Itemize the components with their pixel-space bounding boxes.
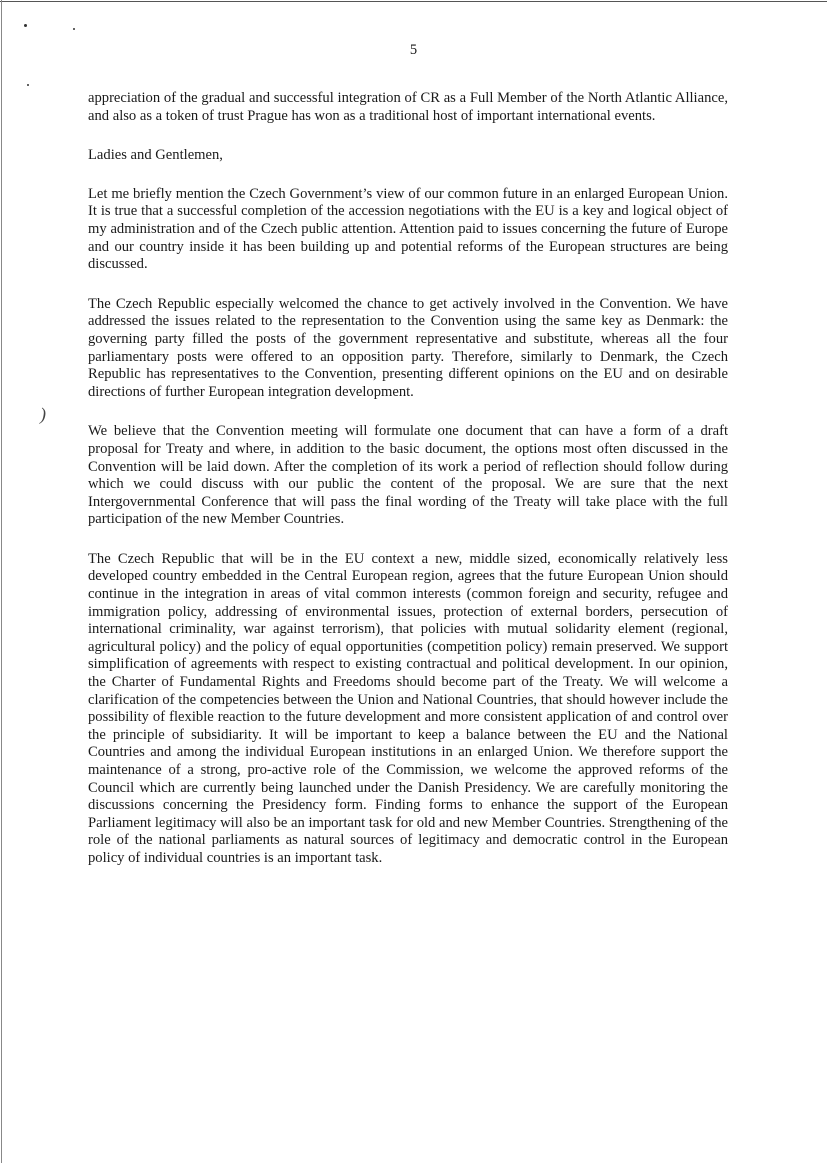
salutation: Ladies and Gentlemen, bbox=[88, 147, 223, 164]
page-number: 5 bbox=[409, 42, 418, 58]
margin-mark: ) bbox=[40, 404, 46, 424]
scan-top-edge bbox=[0, 1, 827, 2]
scan-speck bbox=[73, 28, 75, 30]
paragraph-continuation: appreciation of the gradual and successful integration of CR as a Full Member of the North Atlantic Alliance, and also as a token of trust Prague has won as a traditional host of important international events. bbox=[88, 90, 728, 124]
paragraph-convention-involvement: The Czech Republic especially welcomed the chance to get actively involved in the Convention. We have addressed the issues related to the representation to the Convention using the same key as Denmark: the governing party filled the posts of the government representative and substitute, whereas all the four parliamentary posts were offered to an opposition party. Therefore, similarly to Denmark, the Czech Republic has representatives to the Convention, presenting different opinions on the EU and on desirable directions of further European integration development. bbox=[88, 295, 728, 400]
paragraph-convention-document: We believe that the Convention meeting will formulate one document that can have a form of a draft proposal for Treaty and where, in addition to the basic document, the options most often discussed in the Convention will be laid down. After the completion of its work a period of reflection should follow during which we could discuss with our public the content of the proposal. We are sure that the next Intergovernmental Conference that will pass the final wording of the Treaty will take place with the full participation of the new Member Countries. bbox=[88, 423, 728, 528]
document-body bbox=[88, 90, 728, 890]
paragraph-common-future: Let me briefly mention the Czech Government’s view of our common future in an enlarged European Union. It is true that a successful completion of the accession negotiations with the EU is a key and logical object of my administration and of the Czech public attention. Attention paid to issues concerning the future of Europe and our country inside it has been building up and potential reforms of the European structures are being discussed. bbox=[88, 185, 728, 273]
paragraph-czech-position: The Czech Republic that will be in the EU context a new, middle sized, economically relatively less developed country embedded in the Central European region, agrees that the future European Union should continue in the integration in areas of vital common interests (common foreign and security, refugee and immigration policy, addressing of environmental issues, protection of external borders, persecution of international criminality, war against terrorism), that policies with mutual solidarity element (regional, agricultural policy) and the policy of equal opportunities (competition policy) remain preserved. We support simplification of agreements with respect to existing contractual and political development. In our opinion, the Charter of Fundamental Rights and Freedoms should become part of the Treaty. We will welcome a clarification of the competencies between the Union and National Countries, that should however include the possibility of flexible reaction to the future development and more consistent application of and control over the principle of subsidiarity. It will be important to keep a balance between the EU and the National Countries and among the individual European institutions in an enlarged Union. We therefore support the maintenance of a strong, pro-active role of the Commission, we welcome the approved reforms of the Council which are currently being launched under the Danish Presidency. We are carefully monitoring the discussions concerning the Presidency form. Finding forms to enhance the support of the European Parliament legitimacy will also be an important task for old and new Member Countries. Strengthening of the role of the national parliaments as natural sources of legitimacy and democratic control in the European policy of individual countries is an important task. bbox=[88, 550, 728, 866]
scan-speck bbox=[24, 24, 27, 27]
scan-speck bbox=[27, 84, 29, 86]
scan-left-edge bbox=[1, 0, 2, 1163]
